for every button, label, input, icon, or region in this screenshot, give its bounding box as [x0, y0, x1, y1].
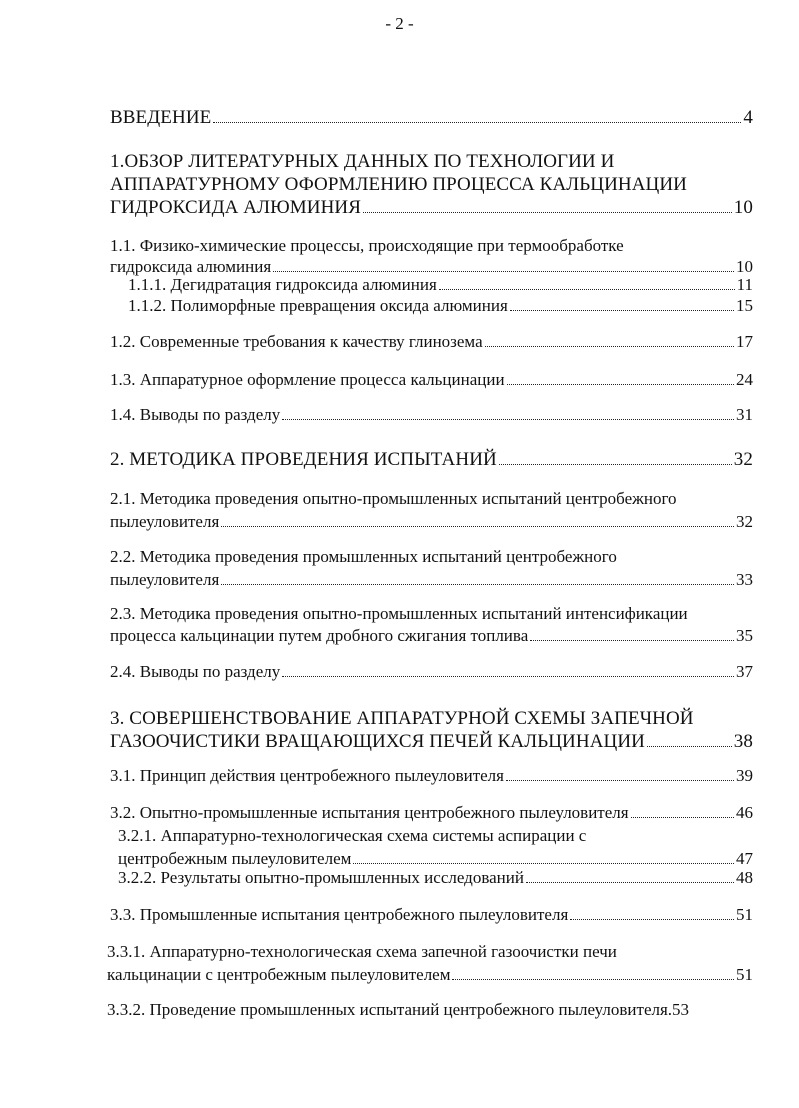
leader-dots: [570, 919, 734, 920]
toc-entry-1-1[interactable]: [110, 235, 753, 277]
toc-title: 1.4. Выводы по разделу: [110, 405, 281, 424]
toc-title-line: кальцинации с центробежным пылеуловителем: [107, 965, 451, 984]
leader-dots: [282, 419, 734, 420]
toc-entry-chapter-3[interactable]: [110, 707, 753, 753]
leader-dots: [530, 640, 734, 641]
toc-title-line: пылеуловителя: [110, 512, 220, 531]
toc-entry-1-2[interactable]: [110, 332, 753, 352]
toc-title-line: гидроксида алюминия: [110, 257, 272, 276]
leader-dots: [526, 882, 734, 883]
toc-title-line: 2.3. Методика проведения опытно-промышленных испытаний интенсификации: [110, 604, 688, 623]
leader-dots: [221, 584, 734, 585]
toc-entry-1-4[interactable]: [110, 405, 753, 425]
toc-page: 38: [733, 731, 753, 752]
leader-dots: [510, 310, 734, 311]
leader-dots: [221, 526, 734, 527]
toc-entry-3-3-1[interactable]: [107, 940, 753, 986]
toc-page: 47: [736, 849, 753, 868]
toc-title-line: пылеуловителя: [110, 570, 220, 589]
toc-entry-2-3[interactable]: [110, 603, 753, 647]
leader-dots: [363, 212, 732, 213]
toc-page: 4: [743, 107, 753, 128]
leader-dots: [631, 817, 734, 818]
toc-page: 53: [672, 1000, 690, 1019]
toc-title: 3.2.2. Результаты опытно-промышленных исследований: [118, 868, 524, 887]
toc-title: 3.2. Опытно-промышленные испытания центробежного пылеуловителя: [110, 803, 629, 822]
leader-dots: [439, 289, 735, 290]
toc-entry-3-2-1[interactable]: [118, 824, 753, 870]
toc-title-line: 2.2. Методика проведения промышленных испытаний центробежного: [110, 547, 617, 566]
toc-entry-1-1-2[interactable]: [128, 296, 753, 316]
toc-title-line: 1.ОБЗОР ЛИТЕРАТУРНЫХ ДАННЫХ ПО ТЕХНОЛОГИИ И: [110, 151, 615, 172]
toc-title-line: 3. СОВЕРШЕНСТВОВАНИЕ АППАРАТУРНОЙ СХЕМЫ ЗАПЕЧНОЙ: [110, 708, 694, 729]
toc-entry-2-1[interactable]: [110, 487, 753, 533]
toc-title: 3.3.2. Проведение промышленных испытаний центробежного пылеуловителя.: [107, 1000, 673, 1019]
toc-page: 46: [736, 803, 753, 822]
toc-title: 1.1.1. Дегидратация гидроксида алюминия: [128, 275, 437, 294]
toc-page: 24: [736, 370, 753, 389]
toc-page: 10: [733, 197, 753, 218]
leader-dots: [353, 863, 734, 864]
toc-page: 35: [736, 626, 753, 645]
toc-title: 1.2. Современные требования к качеству глинозема: [110, 332, 483, 351]
toc-title-line: центробежным пылеуловителем: [118, 849, 352, 868]
toc-title-line: 1.1. Физико-химические процессы, происходящие при термообработке: [110, 236, 624, 255]
toc-title: 1.1.2. Полиморфные превращения оксида алюминия: [128, 296, 508, 315]
page-number: - 2 -: [385, 14, 414, 33]
leader-dots: [213, 122, 741, 123]
leader-dots: [499, 464, 732, 465]
toc-entry-2-4[interactable]: [110, 662, 753, 682]
toc-entry-2-2[interactable]: [110, 545, 753, 591]
toc-title-line: 3.2.1. Аппаратурно-технологическая схема системы аспирации с: [118, 826, 587, 845]
leader-dots: [506, 780, 734, 781]
toc-entry-3-2[interactable]: [110, 803, 753, 823]
toc-entry-3-3-2[interactable]: [107, 1000, 753, 1020]
toc-title: 2. МЕТОДИКА ПРОВЕДЕНИЯ ИСПЫТАНИЙ: [110, 449, 497, 470]
toc-page: 11: [736, 275, 753, 294]
toc-entry-1-3[interactable]: [110, 370, 753, 390]
toc-title-line: ГИДРОКСИДА АЛЮМИНИЯ: [110, 197, 361, 218]
leader-dots: [485, 346, 734, 347]
toc-entry-chapter-2[interactable]: [110, 449, 753, 471]
toc-entry-intro[interactable]: [110, 107, 753, 129]
toc-page: 15: [736, 296, 753, 315]
toc-entry-3-2-2[interactable]: [118, 868, 753, 888]
toc-title: 3.1. Принцип действия центробежного пылеуловителя: [110, 766, 504, 785]
leader-dots: [452, 979, 734, 980]
leader-dots: [647, 746, 732, 747]
toc-page: 31: [736, 405, 753, 424]
toc-entry-3-3[interactable]: [110, 905, 753, 925]
toc-title-line: АППАРАТУРНОМУ ОФОРМЛЕНИЮ ПРОЦЕССА КАЛЬЦИНАЦИИ: [110, 174, 688, 195]
toc-entry-3-1[interactable]: [110, 766, 753, 786]
toc-entry-chapter-1[interactable]: [110, 150, 753, 219]
toc-title-line: 3.3.1. Аппаратурно-технологическая схема запечной газоочистки печи: [107, 942, 617, 961]
toc-title-line: процесса кальцинации путем дробного сжигания топлива: [110, 626, 529, 645]
leader-dots: [507, 384, 734, 385]
toc-page: 17: [736, 332, 753, 351]
leader-dots: [282, 676, 734, 677]
toc-page: 51: [736, 905, 753, 924]
toc-page: 33: [736, 570, 753, 589]
toc-entry-1-1-1[interactable]: [128, 275, 753, 295]
toc-title: ВВЕДЕНИЕ: [110, 107, 212, 128]
toc-title: 2.4. Выводы по разделу: [110, 662, 281, 681]
toc-page: 39: [736, 766, 753, 785]
toc-title: 3.3. Промышленные испытания центробежного пылеуловителя: [110, 905, 569, 924]
leader-dots: [273, 271, 734, 272]
toc-title-line: 2.1. Методика проведения опытно-промышленных испытаний центробежного: [110, 489, 677, 508]
toc-page: 32: [733, 449, 753, 470]
toc-title: 1.3. Аппаратурное оформление процесса кальцинации: [110, 370, 505, 389]
toc-page: 32: [736, 512, 753, 531]
toc-page: 37: [736, 662, 753, 681]
toc-page: 51: [736, 965, 753, 984]
toc-page: 48: [736, 868, 753, 887]
toc-page: 10: [736, 257, 753, 276]
toc-title-line: ГАЗООЧИСТИКИ ВРАЩАЮЩИХСЯ ПЕЧЕЙ КАЛЬЦИНАЦИИ: [110, 731, 645, 752]
